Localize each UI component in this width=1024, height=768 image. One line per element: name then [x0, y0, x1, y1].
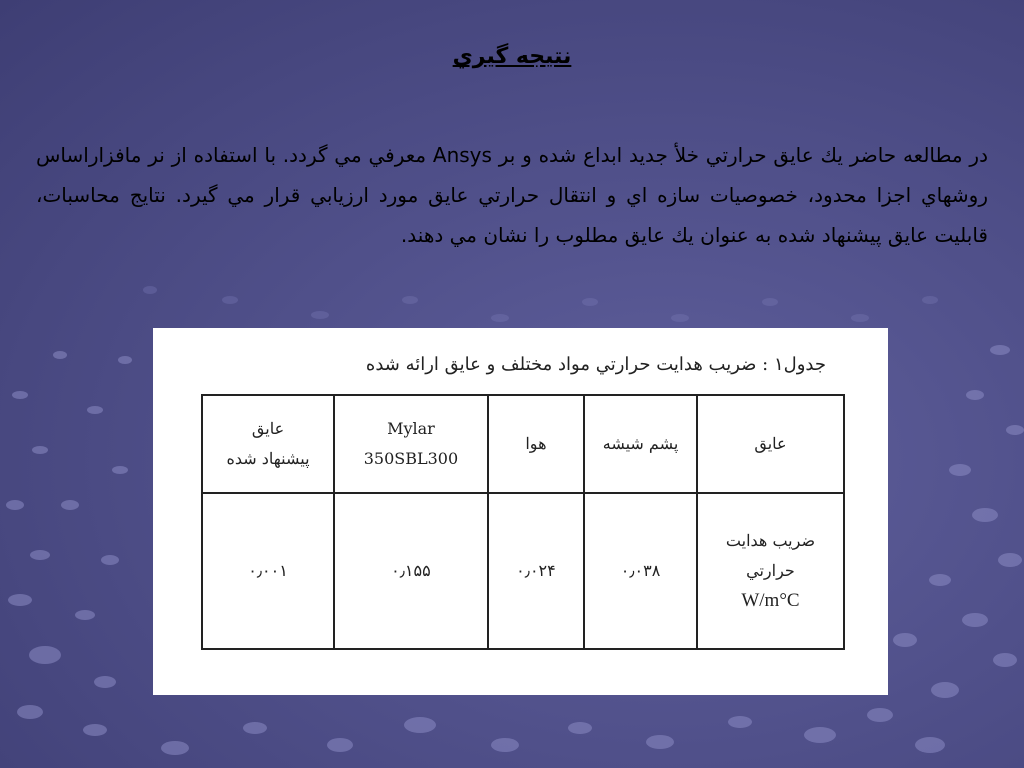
- conductivity-table: [201, 394, 845, 650]
- value-cell: ۰٫۱۵۵: [334, 493, 488, 649]
- column-header-glass-wool: [584, 395, 697, 493]
- column-header-label: هوا: [525, 434, 547, 453]
- value-cell: ۰٫۰۳۸: [584, 493, 697, 649]
- table-caption: جدول۱ : ضريب هدايت حرارتي مواد مختلف و عايق ارائه شده: [365, 354, 826, 375]
- row-header-cell: [697, 395, 844, 493]
- table-header-row: [202, 395, 844, 493]
- value-header-label: ضريب هدايت: [725, 531, 816, 550]
- column-header-air: [488, 395, 584, 493]
- column-header-sublabel: 350SBL300: [363, 449, 459, 468]
- table-figure: [153, 328, 888, 695]
- conclusion-paragraph: در مطالعه حاضر يك عايق حرارتي خلأ جديد ابداع شده و بر Ansys معرفي مي گردد. با استفاده از نر مافزاراساس روشهاي اجزا محدود، خصوصيات سازه اي و انتقال حرارتي عايق مورد ارزيابي قرار مي گيرد. نتايج محاسبات، قابليت عايق پيشنهاد شده به عنوان يك عايق مطلوب را نشان مي دهند.: [36, 143, 988, 247]
- column-header-proposed-insulator: [202, 395, 334, 493]
- slide-title: نتيجه گيري: [452, 44, 572, 69]
- value-header-unit: W/m°C: [741, 590, 800, 611]
- value-cell: ۰٫۰۰۱: [202, 493, 334, 649]
- column-header-sublabel: پيشنهاد شده: [226, 449, 310, 468]
- column-header-label: پشم شيشه: [602, 434, 679, 453]
- column-header-mylar: [334, 395, 488, 493]
- column-header-label: Mylar: [387, 419, 435, 438]
- row-header-label: عايق: [754, 434, 787, 453]
- value-header-label: حرارتي: [746, 561, 795, 580]
- value-cell: ۰٫۰۲۴: [488, 493, 584, 649]
- table-row: [202, 493, 844, 649]
- column-header-label: عايق: [251, 419, 285, 438]
- value-header-cell: [697, 493, 844, 649]
